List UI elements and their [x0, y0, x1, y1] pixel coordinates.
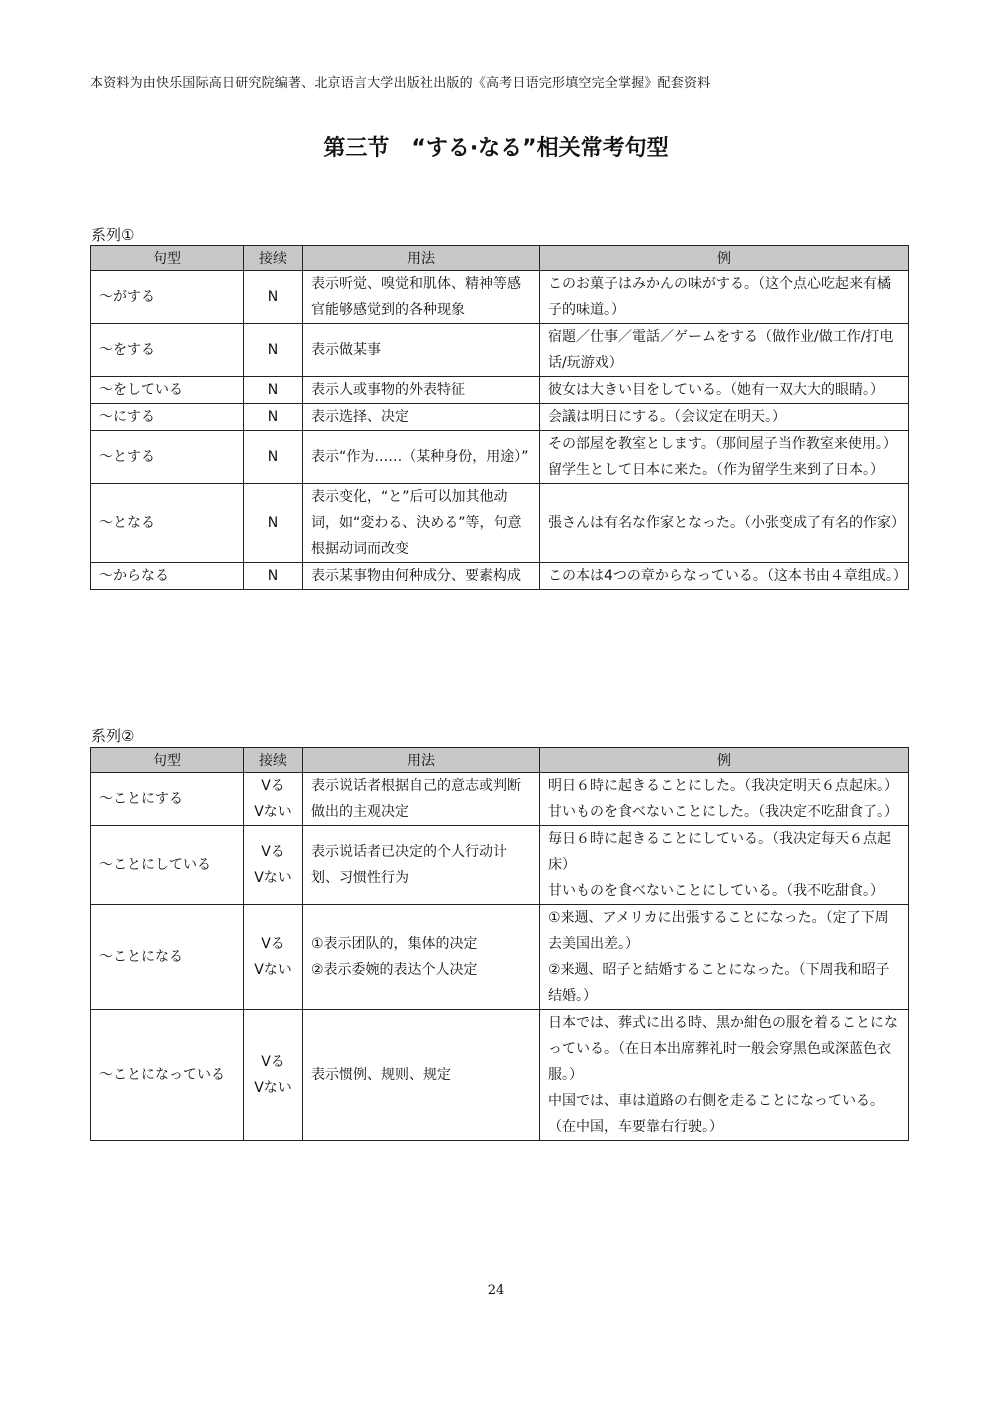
connection-cell: [244, 484, 303, 563]
connection-form: N: [267, 342, 279, 358]
example-sentence: 中国では、車は道路の右側を走ることになっている。（在中国，车要靠右行驶。）: [548, 1093, 884, 1135]
connection-cell: [244, 826, 303, 905]
example-sentence: このお菓子はみかんの味がする。（这个点心吃起来有橘子的味道。）: [548, 276, 891, 318]
usage-cell: 表示听觉、嗅觉和肌体、精神等感官能够感觉到的各种现象: [303, 271, 540, 324]
connection-form: Vない: [254, 870, 292, 886]
connection-form: N: [267, 515, 279, 531]
table-row: [91, 563, 909, 590]
example-cell: [540, 826, 909, 905]
connection-form: N: [267, 568, 279, 584]
header-connection: 接续: [244, 246, 303, 271]
usage-cell: ①表示团队的，集体的决定 ②表示委婉的表达个人决定: [303, 905, 540, 1010]
example-sentence: 留学生として日本に来た。（作为留学生来到了日本。）: [548, 462, 884, 478]
connection-cell: [244, 1010, 303, 1141]
table-row: [91, 377, 909, 404]
header-example: 例: [540, 748, 909, 773]
connection-form: N: [267, 382, 279, 398]
connection-form: Vる: [261, 1054, 285, 1070]
header-pattern: 句型: [91, 748, 244, 773]
table-row: [91, 404, 909, 431]
example-sentence: 日本では、葬式に出る時、黒か紺色の服を着ることになっている。（在日本出席葬礼时一般会穿黑色或深蓝色衣服。）: [548, 1015, 898, 1083]
example-cell: [540, 1010, 909, 1141]
connection-form: Vない: [254, 1080, 292, 1096]
pattern-cell: ～をする: [91, 324, 244, 377]
example-cell: [540, 404, 909, 431]
usage-cell: 表示某事物由何种成分、要素构成: [303, 563, 540, 590]
section-title: 第三节 “する·なる”相关常考句型: [323, 136, 669, 161]
connection-cell: [244, 377, 303, 404]
header-example: 例: [540, 246, 909, 271]
page-header: 本资料为由快乐国际高日研究院编著、北京语言大学出版社出版的《高考日语完形填空完全掌握》配套资料: [90, 76, 711, 91]
pattern-cell: ～ことになる: [91, 905, 244, 1010]
usage-cell: 表示做某事: [303, 324, 540, 377]
table-row: [91, 431, 909, 484]
header-pattern: 句型: [91, 246, 244, 271]
connection-form: Vない: [254, 804, 292, 820]
pattern-cell: ～ことになっている: [91, 1010, 244, 1141]
example-sentence: 甘いものを食べないことにした。（我决定不吃甜食了。）: [548, 804, 898, 820]
connection-cell: [244, 905, 303, 1010]
connection-form: Vる: [261, 778, 285, 794]
series-2-body: [91, 773, 909, 1141]
connection-form: Vる: [261, 844, 285, 860]
usage-cell: 表示说话者根据自己的意志或判断做出的主观决定: [303, 773, 540, 826]
example-cell: [540, 563, 909, 590]
connection-cell: [244, 324, 303, 377]
example-sentence: 張さんは有名な作家となった。（小张变成了有名的作家）: [548, 515, 905, 531]
header-usage: 用法: [303, 748, 540, 773]
header-connection: 接续: [244, 748, 303, 773]
connection-form: Vない: [254, 962, 292, 978]
connection-cell: [244, 773, 303, 826]
example-sentence: ①来週、アメリカに出張することになった。（定了下周去美国出差。）: [548, 910, 889, 952]
pattern-cell: ～をしている: [91, 377, 244, 404]
example-sentence: 明日６時に起きることにした。（我决定明天６点起床。）: [548, 778, 898, 794]
example-cell: [540, 377, 909, 404]
example-cell: [540, 773, 909, 826]
example-cell: [540, 324, 909, 377]
example-sentence: 甘いものを食べないことにしている。（我不吃甜食。）: [548, 883, 884, 899]
pattern-cell: ～がする: [91, 271, 244, 324]
example-cell: [540, 484, 909, 563]
pattern-cell: ～となる: [91, 484, 244, 563]
usage-cell: 表示选择、决定: [303, 404, 540, 431]
connection-form: N: [267, 289, 279, 305]
connection-cell: [244, 431, 303, 484]
usage-cell: 表示说话者已决定的个人行动计划、习惯性行为: [303, 826, 540, 905]
usage-cell: 表示“作为……（某种身份，用途）”: [303, 431, 540, 484]
example-sentence: 宿題／仕事／電話／ゲームをする（做作业/做工作/打电话/玩游戏）: [548, 329, 894, 371]
pattern-cell: ～ことにする: [91, 773, 244, 826]
usage-cell: 表示人或事物的外表特征: [303, 377, 540, 404]
pattern-cell: ～とする: [91, 431, 244, 484]
series-2-table: [90, 747, 909, 1141]
example-sentence: この本は4つの章からなっている。（这本书由４章组成。）: [548, 568, 907, 584]
table-row: [91, 484, 909, 563]
example-cell: [540, 271, 909, 324]
pattern-cell: ～からなる: [91, 563, 244, 590]
page-number: 24: [487, 1283, 505, 1298]
connection-cell: [244, 563, 303, 590]
connection-form: N: [267, 409, 279, 425]
header-usage: 用法: [303, 246, 540, 271]
table-row: [91, 773, 909, 826]
series-1-body: [91, 271, 909, 590]
table-header-row: [91, 246, 909, 271]
table-header-row: [91, 748, 909, 773]
connection-form: N: [267, 449, 279, 465]
example-cell: [540, 431, 909, 484]
connection-cell: [244, 404, 303, 431]
series-2-label: 系列②: [91, 727, 135, 745]
connection-cell: [244, 271, 303, 324]
example-sentence: その部屋を教室とします。（那间屋子当作教室来使用。）: [548, 436, 897, 452]
example-sentence: 会議は明日にする。（会议定在明天。）: [548, 409, 786, 425]
example-sentence: 毎日６時に起きることにしている。（我决定每天６点起床）: [548, 831, 891, 873]
table-row: [91, 324, 909, 377]
table-row: [91, 826, 909, 905]
pattern-cell: ～ことにしている: [91, 826, 244, 905]
pattern-cell: ～にする: [91, 404, 244, 431]
example-sentence: 彼女は大きい目をしている。（她有一双大大的眼睛。）: [548, 382, 884, 398]
series-1-table: [90, 245, 909, 590]
table-row: [91, 905, 909, 1010]
usage-cell: 表示惯例、规则、规定: [303, 1010, 540, 1141]
example-cell: [540, 905, 909, 1010]
connection-form: Vる: [261, 936, 285, 952]
series-1-label: 系列①: [91, 226, 135, 244]
table-row: [91, 1010, 909, 1141]
table-row: [91, 271, 909, 324]
usage-cell: 表示变化，“と”后可以加其他动词，如“変わる、決める”等，句意根据动词而改变: [303, 484, 540, 563]
example-sentence: ②来週、昭子と結婚することになった。（下周我和昭子结婚。）: [548, 962, 890, 1004]
